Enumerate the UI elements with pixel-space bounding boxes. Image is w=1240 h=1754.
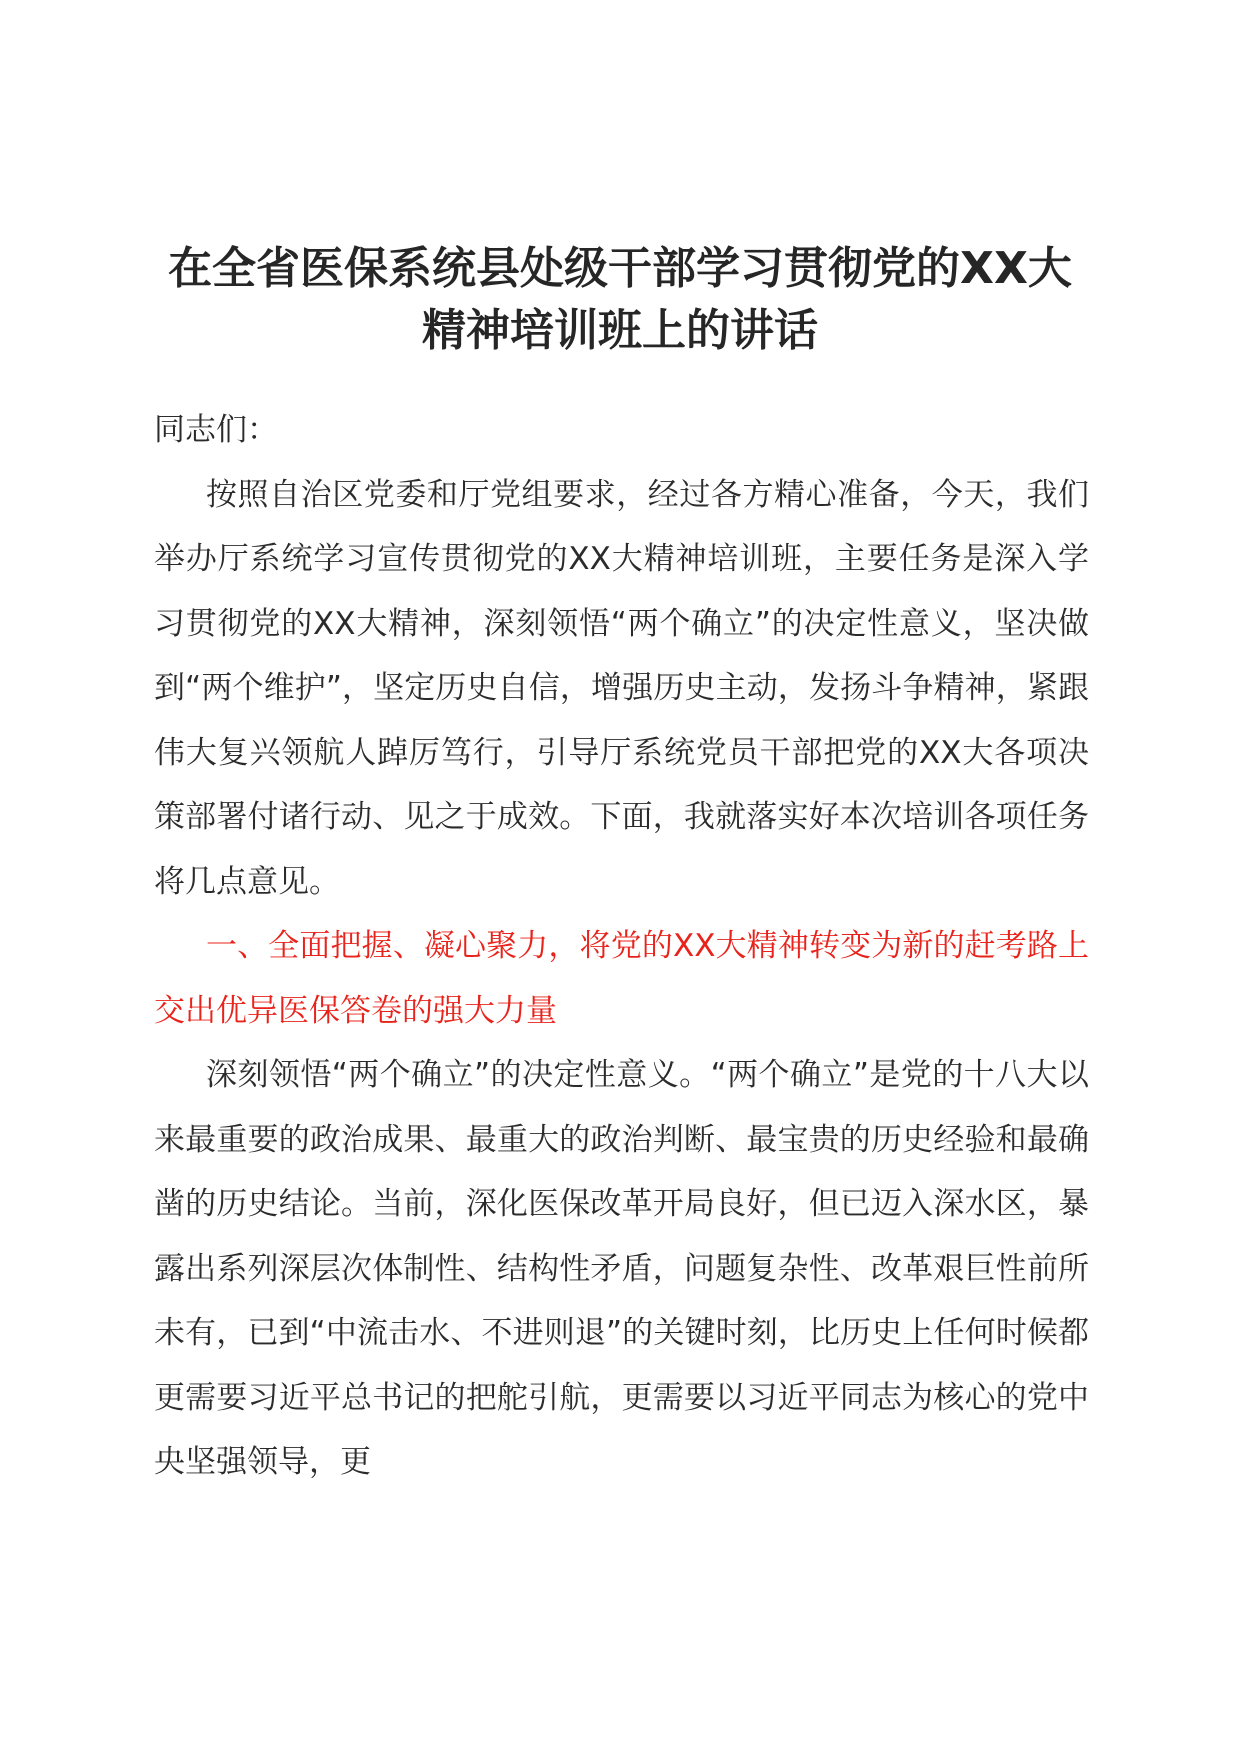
salutation: 同志们： bbox=[154, 412, 278, 448]
paragraph-intro: 按照自治区党委和厅党组要求，经过各方精心准备，今天，我们举办厅系统学习宣传贯彻党的XX大精神培训班，主要任务是深入学习贯彻党的XX大精神，深刻领悟“两个确立”的决定性意义，坚决做到“两个维护”，坚定历史自信，增强历史主动，发扬斗争精神，紧跟伟大复兴领航人踔厉笃行，引导厅系统党员干部把党的XX大各项决策部署付诸行动、见之于成效。下面，我就落实好本次培训各项任务将几点意见。 bbox=[154, 476, 1089, 900]
document-title: 在全省医保系统县处级干部学习贯彻党的XX大精神培训班上的讲话 bbox=[168, 243, 1072, 356]
paragraph-section-1: 深刻领悟“两个确立”的决定性意义。“两个确立”是党的十八大以来最重要的政治成果、最重大的政治判断、最宝贵的历史经验和最确凿的历史结论。当前，深化医保改革开局良好，但已迈入深水区，暴露出系列深层次体制性、结构性矛盾，问题复杂性、改革艰巨性前所未有，已到“中流击水、不进则退”的关键时刻，比历史上任何时候都更需要习近平总书记的把舵引航，更需要以习近平同志为核心的党中央坚强领导，更 bbox=[154, 1057, 1089, 1480]
section-heading-1: 一、全面把握、凝心聚力，将党的XX大精神转变为新的赶考路上交出优异医保答卷的强大力量 bbox=[154, 928, 1089, 1029]
document-body bbox=[154, 398, 1089, 1495]
